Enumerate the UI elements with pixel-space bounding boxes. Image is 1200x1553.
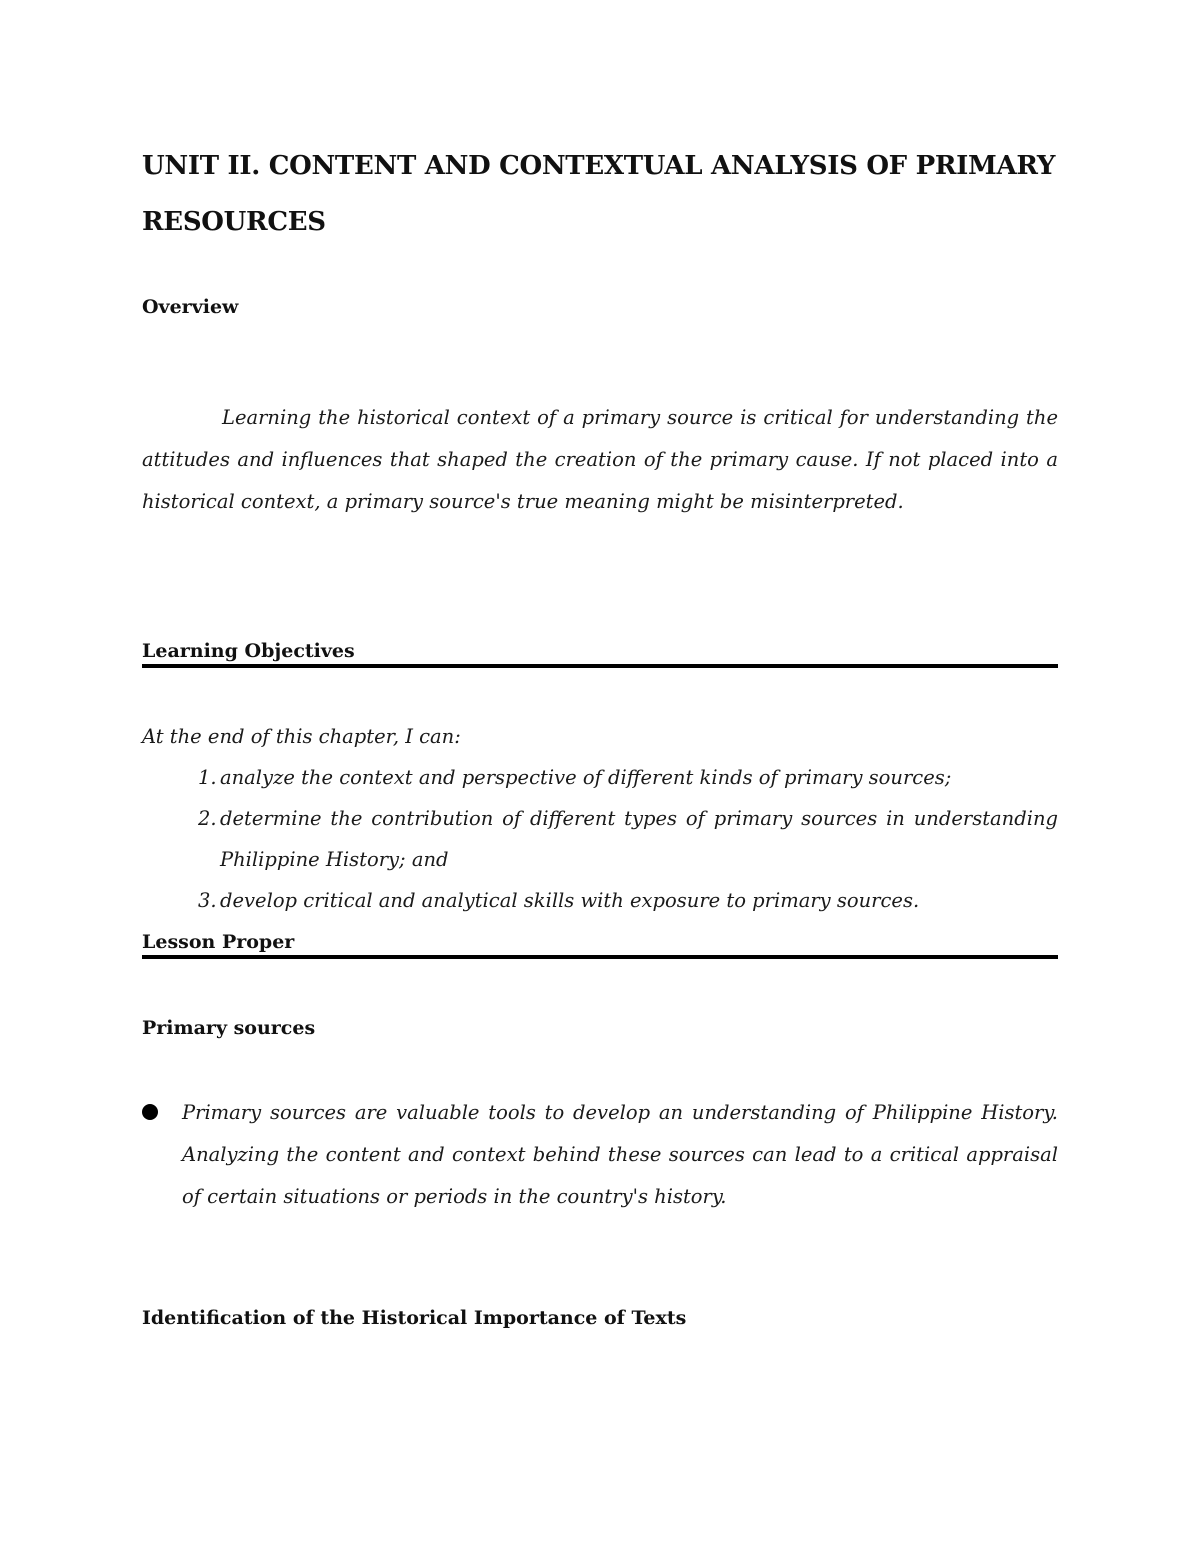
bullet-icon <box>142 1104 158 1120</box>
overview-heading: Overview <box>142 296 239 318</box>
learning-objectives-heading <box>142 639 1058 668</box>
primary-sources-heading: Primary sources <box>142 1017 316 1039</box>
list-number: 2. <box>198 807 217 830</box>
bullet-paragraph: Primary sources are valuable tools to develop an understanding of Philippine History. Analyzing the content and context behind these sources can lead to a critical appraisal of certain situations or periods in the country's history. <box>182 1101 1058 1208</box>
learning-objectives-label: Learning Objectives <box>142 640 355 662</box>
list-item-text: analyze the context and perspective of different kinds of primary sources; <box>220 766 952 789</box>
list-item <box>198 757 1058 798</box>
objectives-intro: At the end of this chapter, I can: <box>142 725 461 748</box>
list-item <box>198 798 1058 880</box>
page-title: UNIT II. CONTENT AND CONTEXTUAL ANALYSIS OF PRIMARY RESOURCES <box>142 151 1056 237</box>
lesson-proper-label: Lesson Proper <box>142 931 295 953</box>
list-item-text: determine the contribution of different types of primary sources in understanding Philippine History; and <box>220 807 1058 871</box>
list-number: 1. <box>198 766 217 789</box>
lesson-proper-heading <box>142 930 1058 959</box>
list-item <box>198 880 1058 921</box>
list-item-text: develop critical and analytical skills with exposure to primary sources. <box>220 889 920 912</box>
overview-text: Learning the historical context of a primary source is critical for understanding the attitudes and influences that shaped the creation of the primary cause. If not placed into a historical context, a primary source's true meaning might be misinterpreted. <box>142 406 1058 513</box>
identification-heading: Identification of the Historical Importance of Texts <box>142 1307 687 1329</box>
overview-paragraph <box>142 397 1058 523</box>
list-number: 3. <box>198 889 217 912</box>
objectives-list <box>198 757 1058 921</box>
